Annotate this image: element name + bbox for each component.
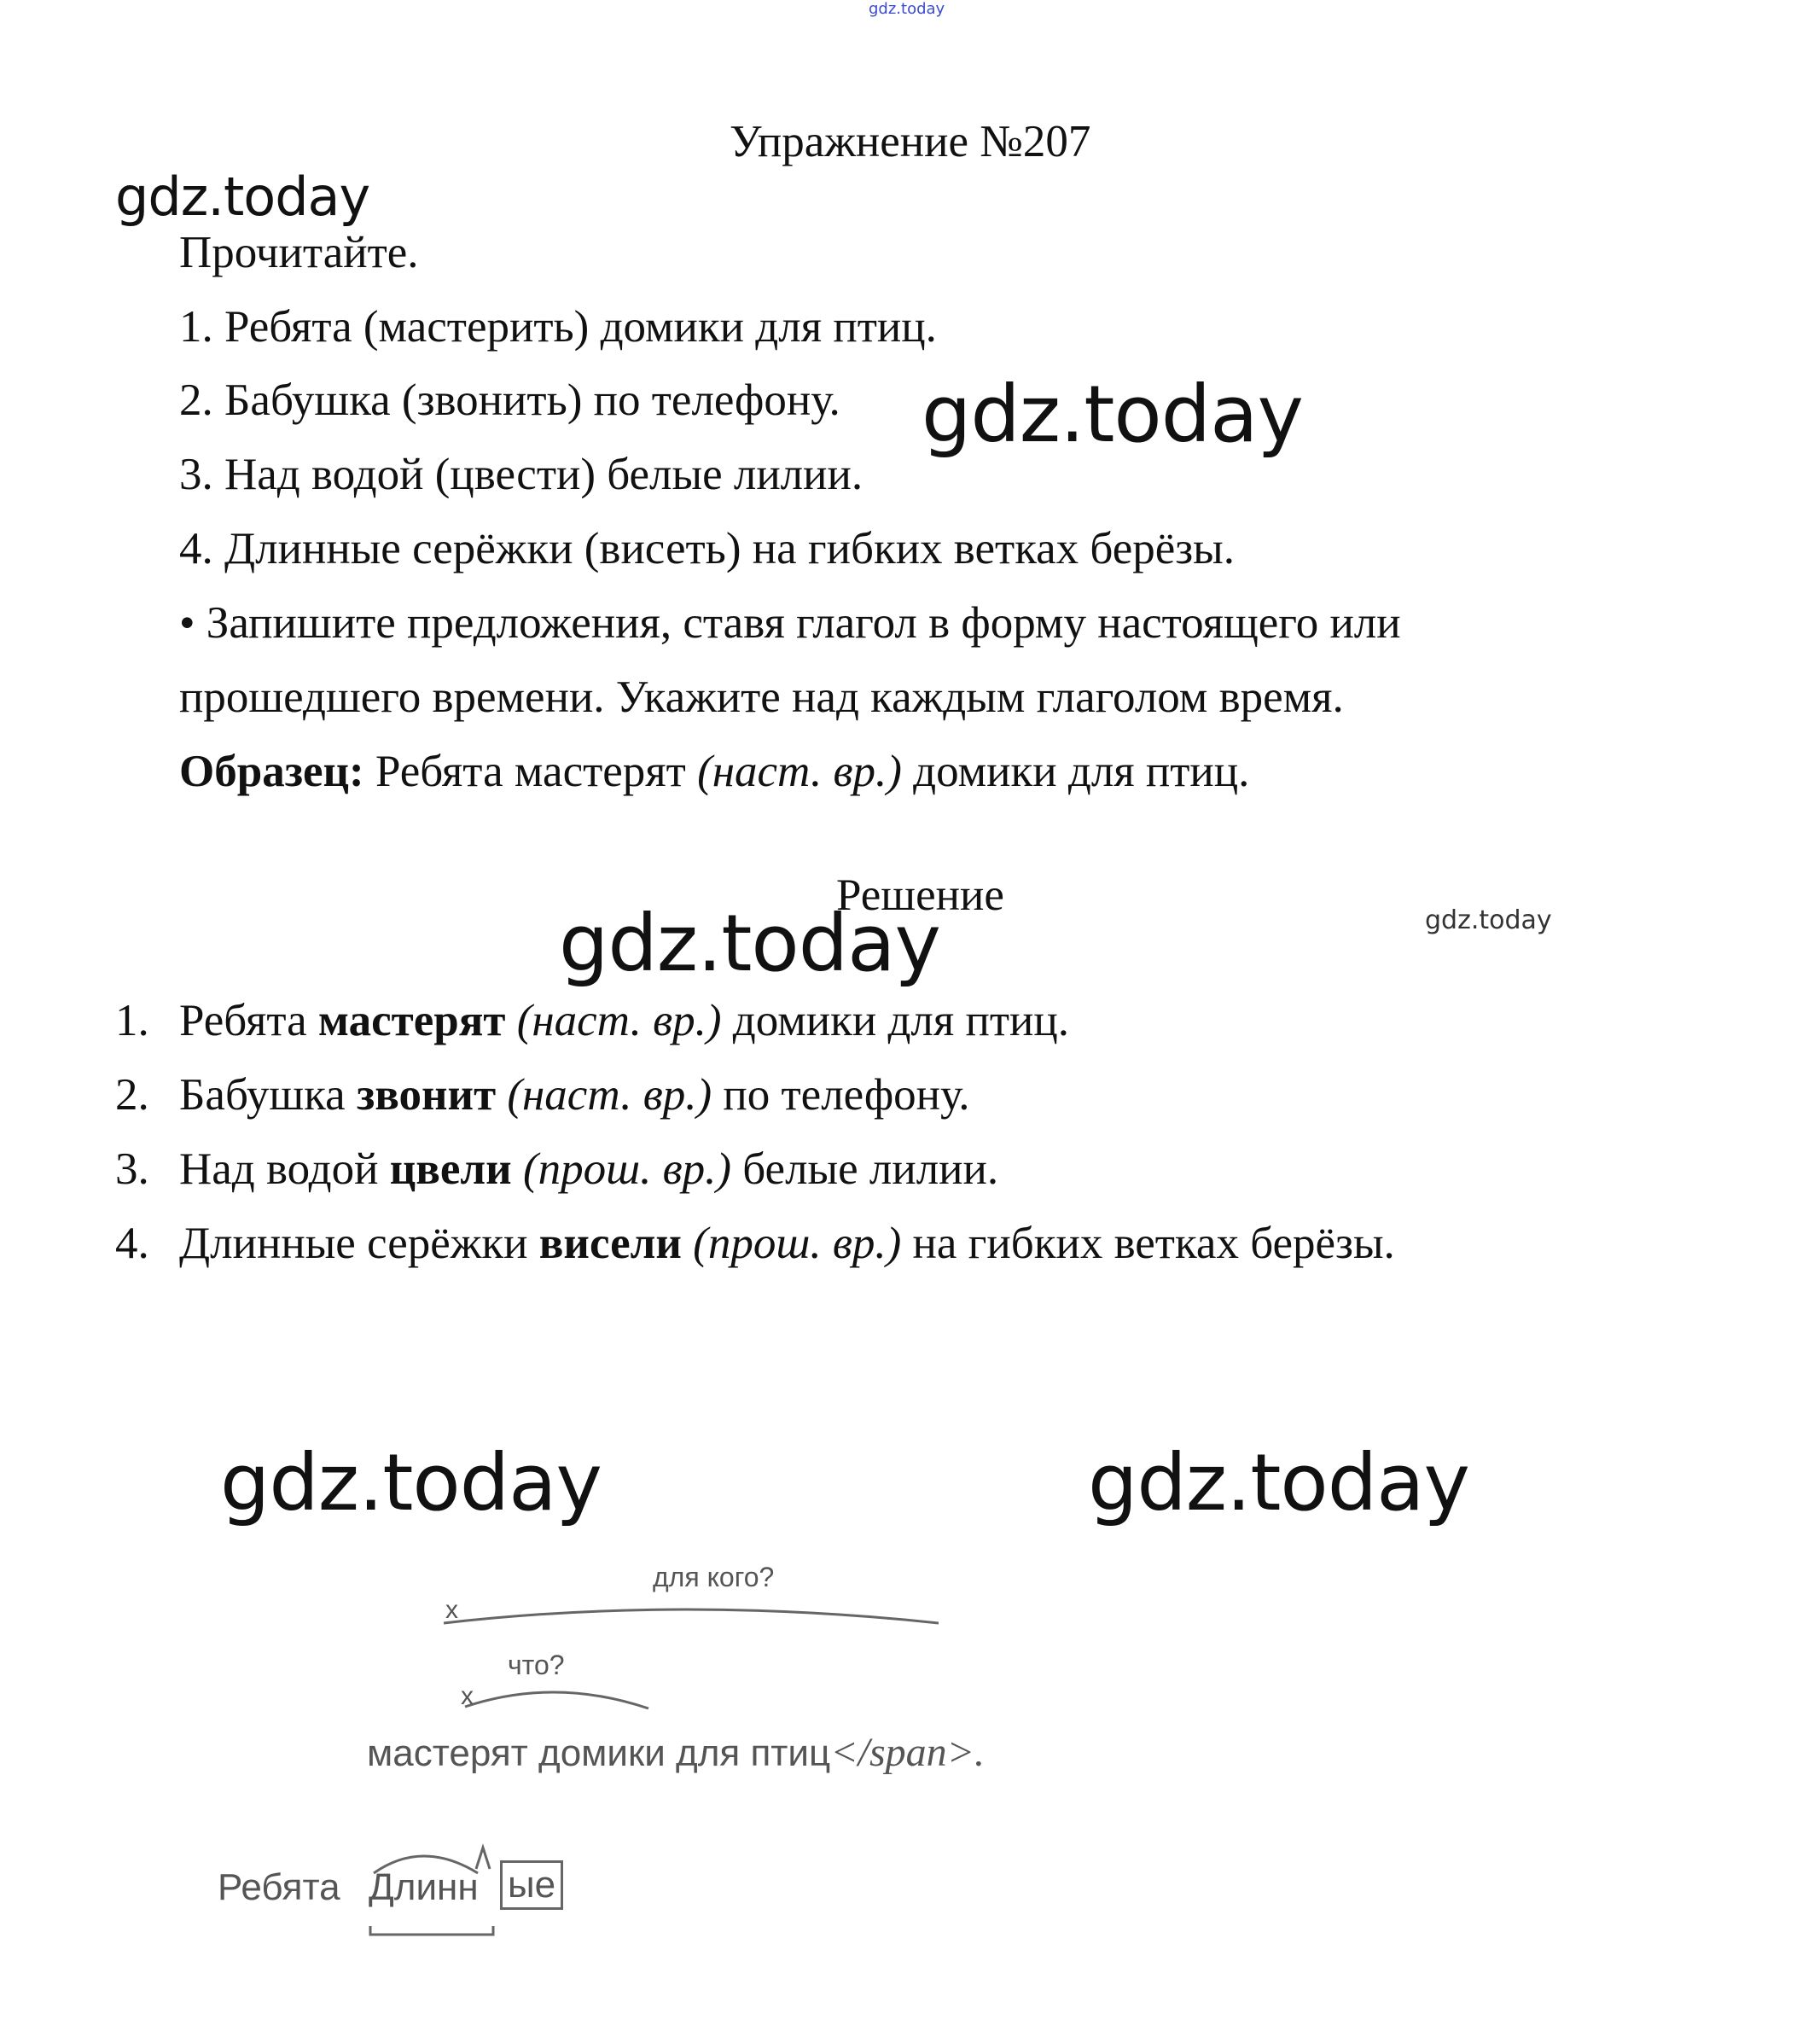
solution-item-2	[115, 1070, 970, 1120]
solution-item-number: 3.	[115, 1144, 149, 1194]
watermark-center: gdz.today	[559, 898, 940, 989]
solution-item-1	[115, 998, 1069, 1044]
question-what: что?	[508, 1650, 565, 1680]
example-end: домики для птиц.	[901, 747, 1250, 796]
solution-item-post: по телефону.	[712, 1070, 970, 1120]
solution-item-verb: висели	[538, 1219, 682, 1268]
watermark-tiny: gdz.today	[869, 0, 945, 18]
mark-x-2: x	[461, 1682, 474, 1710]
task-sentence-4: 4. Длинные серёжки (висеть) на гибких ветках берёзы.	[179, 524, 1236, 573]
task-sentence-1: 1. Ребята (мастерить) домики для птиц.	[179, 302, 937, 352]
example-text: Ребята мастерят	[363, 747, 698, 796]
page-title: Упражнение №207	[730, 117, 1091, 166]
watermark-bottom-left: gdz.today	[220, 1437, 602, 1528]
solution-item-pre: Бабушка	[179, 1070, 357, 1120]
task-sentence-2: 2. Бабушка (звонить) по телефону.	[179, 375, 840, 425]
watermark-top-left: gdz.today	[115, 166, 370, 228]
parsed-phrase-text: мастерят домики для птиц	[367, 1732, 831, 1774]
morpheme-ending: ые	[500, 1860, 563, 1910]
solution-item-post: домики для птиц.	[721, 996, 1069, 1045]
solution-item-tense: (прош. вр.)	[681, 1219, 902, 1268]
watermark-mid-right: gdz.today	[922, 369, 1303, 460]
task-example	[179, 749, 1249, 794]
watermark-bottom-right: gdz.today	[1088, 1437, 1469, 1528]
html-artifact: </span>.	[830, 1730, 986, 1775]
task-assignment-line1: • Запишите предложения, ставя глагол в форму настоящего или	[179, 598, 1401, 648]
morpheme-word-1: Ребята	[218, 1866, 340, 1908]
solution-item-3	[115, 1144, 999, 1194]
solution-item-number: 1.	[115, 996, 149, 1045]
solution-item-pre: Длинные серёжки	[179, 1219, 539, 1268]
morpheme-root: Длинн	[369, 1866, 479, 1908]
solution-item-post: белые лилии.	[731, 1144, 999, 1194]
example-tense: (наст. вр.)	[697, 747, 902, 796]
solution-item-number: 4.	[115, 1219, 149, 1268]
solution-item-pre: Над водой	[179, 1144, 390, 1194]
solution-item-tense: (наст. вр.)	[496, 1070, 712, 1120]
task-instruction: Прочитайте.	[179, 228, 419, 277]
example-label: Образец:	[179, 747, 364, 796]
solution-item-pre: Ребята	[179, 996, 318, 1045]
solution-item-tense: (прош. вр.)	[511, 1144, 732, 1194]
parsed-phrase	[367, 1732, 985, 1773]
solution-item-verb: звонит	[356, 1070, 497, 1120]
mark-x-1: x	[445, 1596, 458, 1624]
solution-item-number: 2.	[115, 1070, 149, 1120]
solution-item-4	[115, 1221, 1395, 1266]
solution-item-tense: (наст. вр.)	[505, 996, 722, 1045]
task-sentence-3: 3. Над водой (цвести) белые лилии.	[179, 450, 863, 499]
solution-item-post: на гибких ветках берёзы.	[901, 1219, 1395, 1268]
question-for-whom: для кого?	[653, 1562, 775, 1592]
solution-item-verb: цвели	[389, 1144, 512, 1194]
solution-item-verb: мастерят	[317, 996, 506, 1045]
task-assignment-line2: прошедшего времени. Укажите над каждым глаголом время.	[179, 672, 1344, 722]
watermark-small-right: gdz.today	[1425, 905, 1552, 935]
solution-heading: Решение	[836, 870, 1004, 920]
